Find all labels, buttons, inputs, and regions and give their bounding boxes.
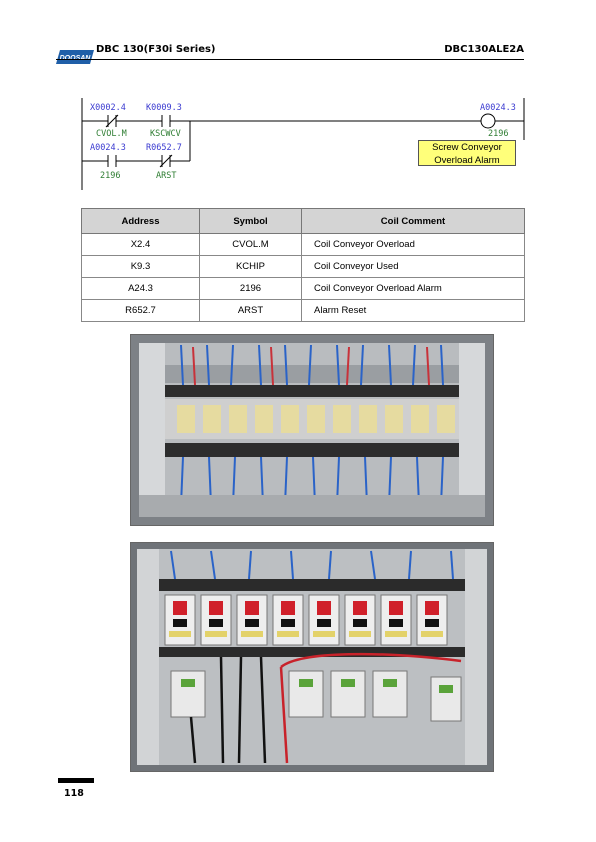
signal-table <box>81 208 525 322</box>
cell-comment: Coil Conveyor Overload <box>302 234 525 256</box>
contactor-panel-photo <box>130 542 494 772</box>
contact-x0002-4-nc <box>106 115 118 127</box>
coil-symbol: 2196 <box>488 129 509 139</box>
doosan-logo <box>56 50 94 64</box>
coil-comment-line1: Screw Conveyor <box>432 142 502 153</box>
cell-symbol: 2196 <box>200 278 302 300</box>
cell-comment: Coil Conveyor Used <box>302 256 525 278</box>
table-row <box>82 300 525 322</box>
relay-panel-photo <box>130 334 494 526</box>
contact-address: X0002.4 <box>90 103 126 113</box>
cell-address: X2.4 <box>82 234 200 256</box>
column-header-address: Address <box>82 209 200 234</box>
header-rule <box>56 59 524 60</box>
contact-r0652-7-nc <box>160 155 172 167</box>
output-coil <box>481 114 495 128</box>
contact-a0024-3-no <box>108 155 116 167</box>
cell-comment: Alarm Reset <box>302 300 525 322</box>
cell-address: R652.7 <box>82 300 200 322</box>
contact-symbol: CVOL.M <box>96 129 127 139</box>
footer-bar <box>58 778 94 783</box>
cell-address: A24.3 <box>82 278 200 300</box>
table-header-row <box>82 209 525 234</box>
cell-comment: Coil Conveyor Overload Alarm <box>302 278 525 300</box>
table-row <box>82 278 525 300</box>
page-number: 118 <box>64 788 84 799</box>
column-header-coil-comment: Coil Comment <box>302 209 525 234</box>
cell-symbol: ARST <box>200 300 302 322</box>
document-code: DBC130ALE2A <box>444 44 524 55</box>
contact-symbol: 2196 <box>100 171 121 181</box>
table-row <box>82 234 525 256</box>
cell-symbol: KCHIP <box>200 256 302 278</box>
contact-k0009-3-no <box>162 115 170 127</box>
contact-address: K0009.3 <box>146 103 182 113</box>
coil-comment-box <box>418 140 516 166</box>
coil-address: A0024.3 <box>480 103 516 113</box>
contact-address: R0652.7 <box>146 143 182 153</box>
contact-address: A0024.3 <box>90 143 126 153</box>
cell-symbol: CVOL.M <box>200 234 302 256</box>
cell-address: K9.3 <box>82 256 200 278</box>
coil-comment-line2: Overload Alarm <box>434 154 500 166</box>
column-header-symbol: Symbol <box>200 209 302 234</box>
manual-title: DBC 130(F30i Series) <box>96 44 216 55</box>
contact-symbol: ARST <box>156 171 177 181</box>
table-row <box>82 256 525 278</box>
contact-symbol: KSCWCV <box>150 129 181 139</box>
